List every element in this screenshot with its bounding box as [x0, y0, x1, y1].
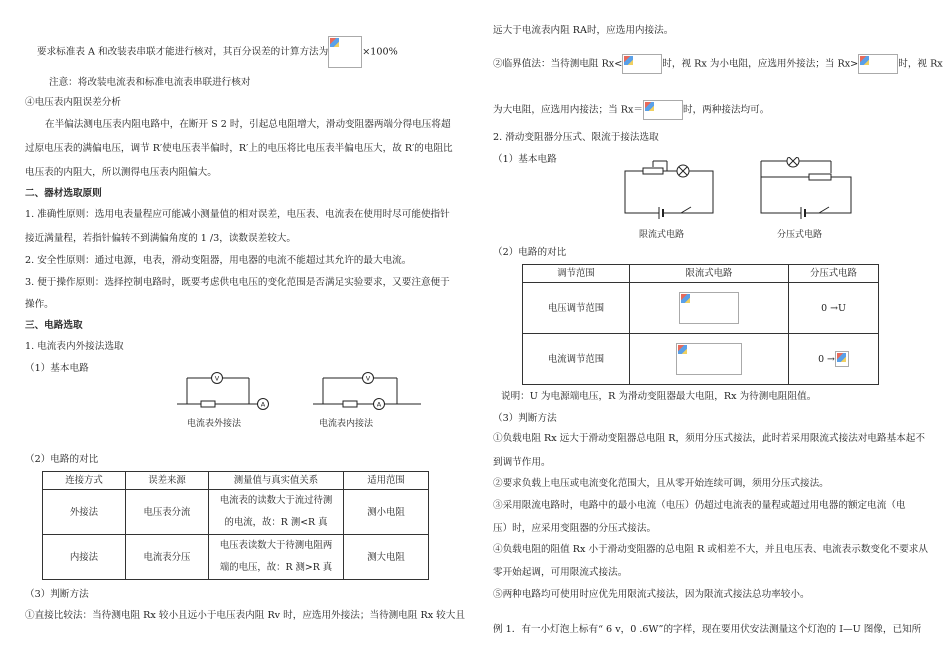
text-segment: 时，视 Rx: [898, 58, 943, 70]
subsection-heading: （1）基本电路: [493, 154, 557, 165]
cell-line: 电压表读数大于待测电阻两: [219, 540, 333, 551]
table-cell: 测大电阻: [344, 535, 429, 580]
subsection-heading: （1）基本电路: [25, 363, 89, 374]
paragraph-critical: [493, 54, 943, 74]
formula-image: [622, 54, 662, 74]
table-cell: 电流表分压: [126, 535, 209, 580]
table-header: 分压式电路: [789, 265, 879, 283]
comparison-table-ammeter: [42, 471, 429, 580]
paragraph-line: 压）时，应采用变阻器的分压式接法。: [493, 523, 657, 534]
subsection-heading: （2）电路的对比: [493, 247, 567, 258]
text-calibration: 要求标准表 A 和改装表串联才能进行核对，其百分误差的计算方法为: [37, 46, 329, 58]
paragraph-line: ③采用限流电路时，电路中的最小电流（电压）仍超过电流表的量程或超过用电器的额定电流（电: [493, 500, 906, 511]
item4-heading: ④电压表内阻误差分析: [25, 97, 121, 108]
formula-image: [679, 292, 739, 324]
table-row: [523, 334, 879, 385]
section-heading-circuit: 三、电路选取: [25, 320, 83, 331]
paragraph-line: 零开始起调，可用限流式接法。: [493, 567, 628, 578]
subsection-heading: 1. 电流表内外接法选取: [25, 341, 124, 352]
table-cell: [209, 535, 344, 580]
caption-external: 电流表外接法: [187, 419, 242, 429]
subsection-heading: （2）电路的对比: [25, 454, 99, 465]
svg-text:V: V: [365, 374, 371, 383]
cell-line: 端的电压，故：R 测>R 真: [219, 562, 333, 573]
paragraph-line: 3. 便于操作原则：选择控制电路时，既要考虑供电电压的变化范围是否满足实验要求，又要注意便于: [25, 277, 450, 288]
caption-limiting: 限流式电路: [639, 230, 685, 240]
table-cell: 电流调节范围: [523, 334, 630, 385]
table-header: 调节范围: [523, 265, 630, 283]
table-cell: 电压调节范围: [523, 283, 630, 334]
table-header: 测量值与真实值关系: [209, 472, 344, 490]
section-heading-equipment: 二、器材选取原则: [25, 188, 102, 199]
cell-line: 电流表的读数大于流过待测: [219, 495, 333, 506]
cell-text: 0 →: [818, 353, 835, 365]
text-percent: ×100%: [362, 46, 398, 58]
paragraph-calibration: [37, 36, 398, 68]
comparison-table-rheostat: [522, 264, 879, 385]
paragraph-line: 2. 安全性原则：通过电源，电表，滑动变阻器，用电器的电流不能超过其允许的最大电流。: [25, 255, 412, 266]
text-segment: 时，视 Rx 为小电阻，应选用外接法；当 Rx>: [662, 58, 859, 70]
text-segment: 为大电阻，应选用内接法；当 Rx＝: [493, 104, 643, 116]
rheostat-circuit-diagrams: [621, 157, 861, 241]
table-header: 误差来源: [126, 472, 209, 490]
table-header: 连接方式: [43, 472, 126, 490]
subsection-heading: （3）判断方法: [25, 589, 89, 600]
paragraph-line: 操作。: [25, 299, 54, 310]
table-cell: [630, 283, 789, 334]
paragraph-line: 在半偏法测电压表内阻电路中，在断开 S 2 时，引起总电阻增大，滑动变阻器两端分得电压将超: [45, 119, 451, 130]
caption-divider: 分压式电路: [777, 230, 823, 240]
table-header-row: [523, 265, 879, 283]
formula-image: [643, 100, 683, 120]
caption-internal: 电流表内接法: [319, 419, 374, 429]
paragraph-line: ⑤两种电路均可使用时应优先用限流式接法，因为限流式接法总功率较小。: [493, 589, 810, 600]
example-line: 例 1．有一小灯泡上标有“ 6 v，0 .6W”的字样，现在要用伏安法测量这个灯泡的 I—U 图像，已知所: [493, 624, 922, 635]
ammeter-circuit-diagrams: [173, 364, 443, 432]
table-header: 限流式电路: [630, 265, 789, 283]
paragraph-line: 电压表的内阻大，所以测得电压表内阻偏大。: [25, 167, 217, 178]
svg-text:V: V: [214, 374, 220, 383]
table-cell: [630, 334, 789, 385]
paragraph-line: 过原电压表的满偏电压，调节 R′使电压表半偏时，R′上的电压将比电压表半偏电压大，故 R′的电阻比: [25, 143, 453, 154]
paragraph-line: ②要求负载上电压或电流变化范围大，且从零开始连续可调，须用分压式接法。: [493, 478, 829, 489]
text-segment: 时，两种接法均可。: [683, 104, 770, 116]
paragraph-line: ①负载电阻 Rx 远大于滑动变阻器总电阻 R，须用分压式接法，此时若采用限流式接法对电路基本起不: [493, 433, 925, 444]
paragraph-critical-cont: [493, 100, 769, 120]
text-segment: ②临界值法：当待测电阻 Rx<: [493, 58, 623, 70]
table-cell: [209, 490, 344, 535]
table-cell: 测小电阻: [344, 490, 429, 535]
table-row: [523, 283, 879, 334]
note-text: 注意：将改装电流表和标准电流表串联进行核对: [49, 77, 251, 88]
table-row: [43, 490, 429, 535]
subsection-heading: （3）判断方法: [493, 413, 557, 424]
table-cell: 0 →U: [789, 283, 879, 334]
paragraph-line: 接近满量程，若指针偏转不到满偏角度的 1 /3，读数误差较大。: [25, 233, 296, 244]
paragraph-line: ①直接比较法：当待测电阻 Rx 较小且远小于电压表内阻 Rv 时，应选用外接法；当待测电阻 Rx 较大且: [25, 610, 465, 621]
subsection-heading: 2. 滑动变阻器分压式、限流于接法选取: [493, 132, 659, 143]
table-cell: 外接法: [43, 490, 126, 535]
formula-image: [858, 54, 898, 74]
table-header: 适用范围: [344, 472, 429, 490]
paragraph-line: 到调节作用。: [493, 457, 551, 468]
paragraph-line: 远大于电流表内阻 RA时，应选用内接法。: [493, 25, 674, 36]
svg-text:A: A: [260, 400, 266, 409]
cell-line: 的电流，故：R 测<R 真: [224, 517, 328, 528]
formula-image: [328, 36, 362, 68]
table-row: [43, 535, 429, 580]
table-header-row: [43, 472, 429, 490]
table-cell: 内接法: [43, 535, 126, 580]
explain-text: 说明：U 为电源端电压，R 为滑动变阻器最大电阻，Rx 为待测电阻阻值。: [501, 391, 817, 402]
svg-text:A: A: [376, 400, 382, 409]
paragraph-line: ④负载电阻的阻值 Rx 小于滑动变阻器的总电阻 R 或相差不大，并且电压表、电流表示数变化不要求从: [493, 544, 928, 555]
table-cell: [789, 334, 879, 385]
paragraph-line: 1. 准确性原则：选用电表量程应可能减小测量值的相对误差，电压表、电流表在使用时尽可能使指针: [25, 209, 450, 220]
table-cell: 电压表分流: [126, 490, 209, 535]
formula-image: [835, 351, 849, 367]
formula-image: [676, 343, 742, 375]
